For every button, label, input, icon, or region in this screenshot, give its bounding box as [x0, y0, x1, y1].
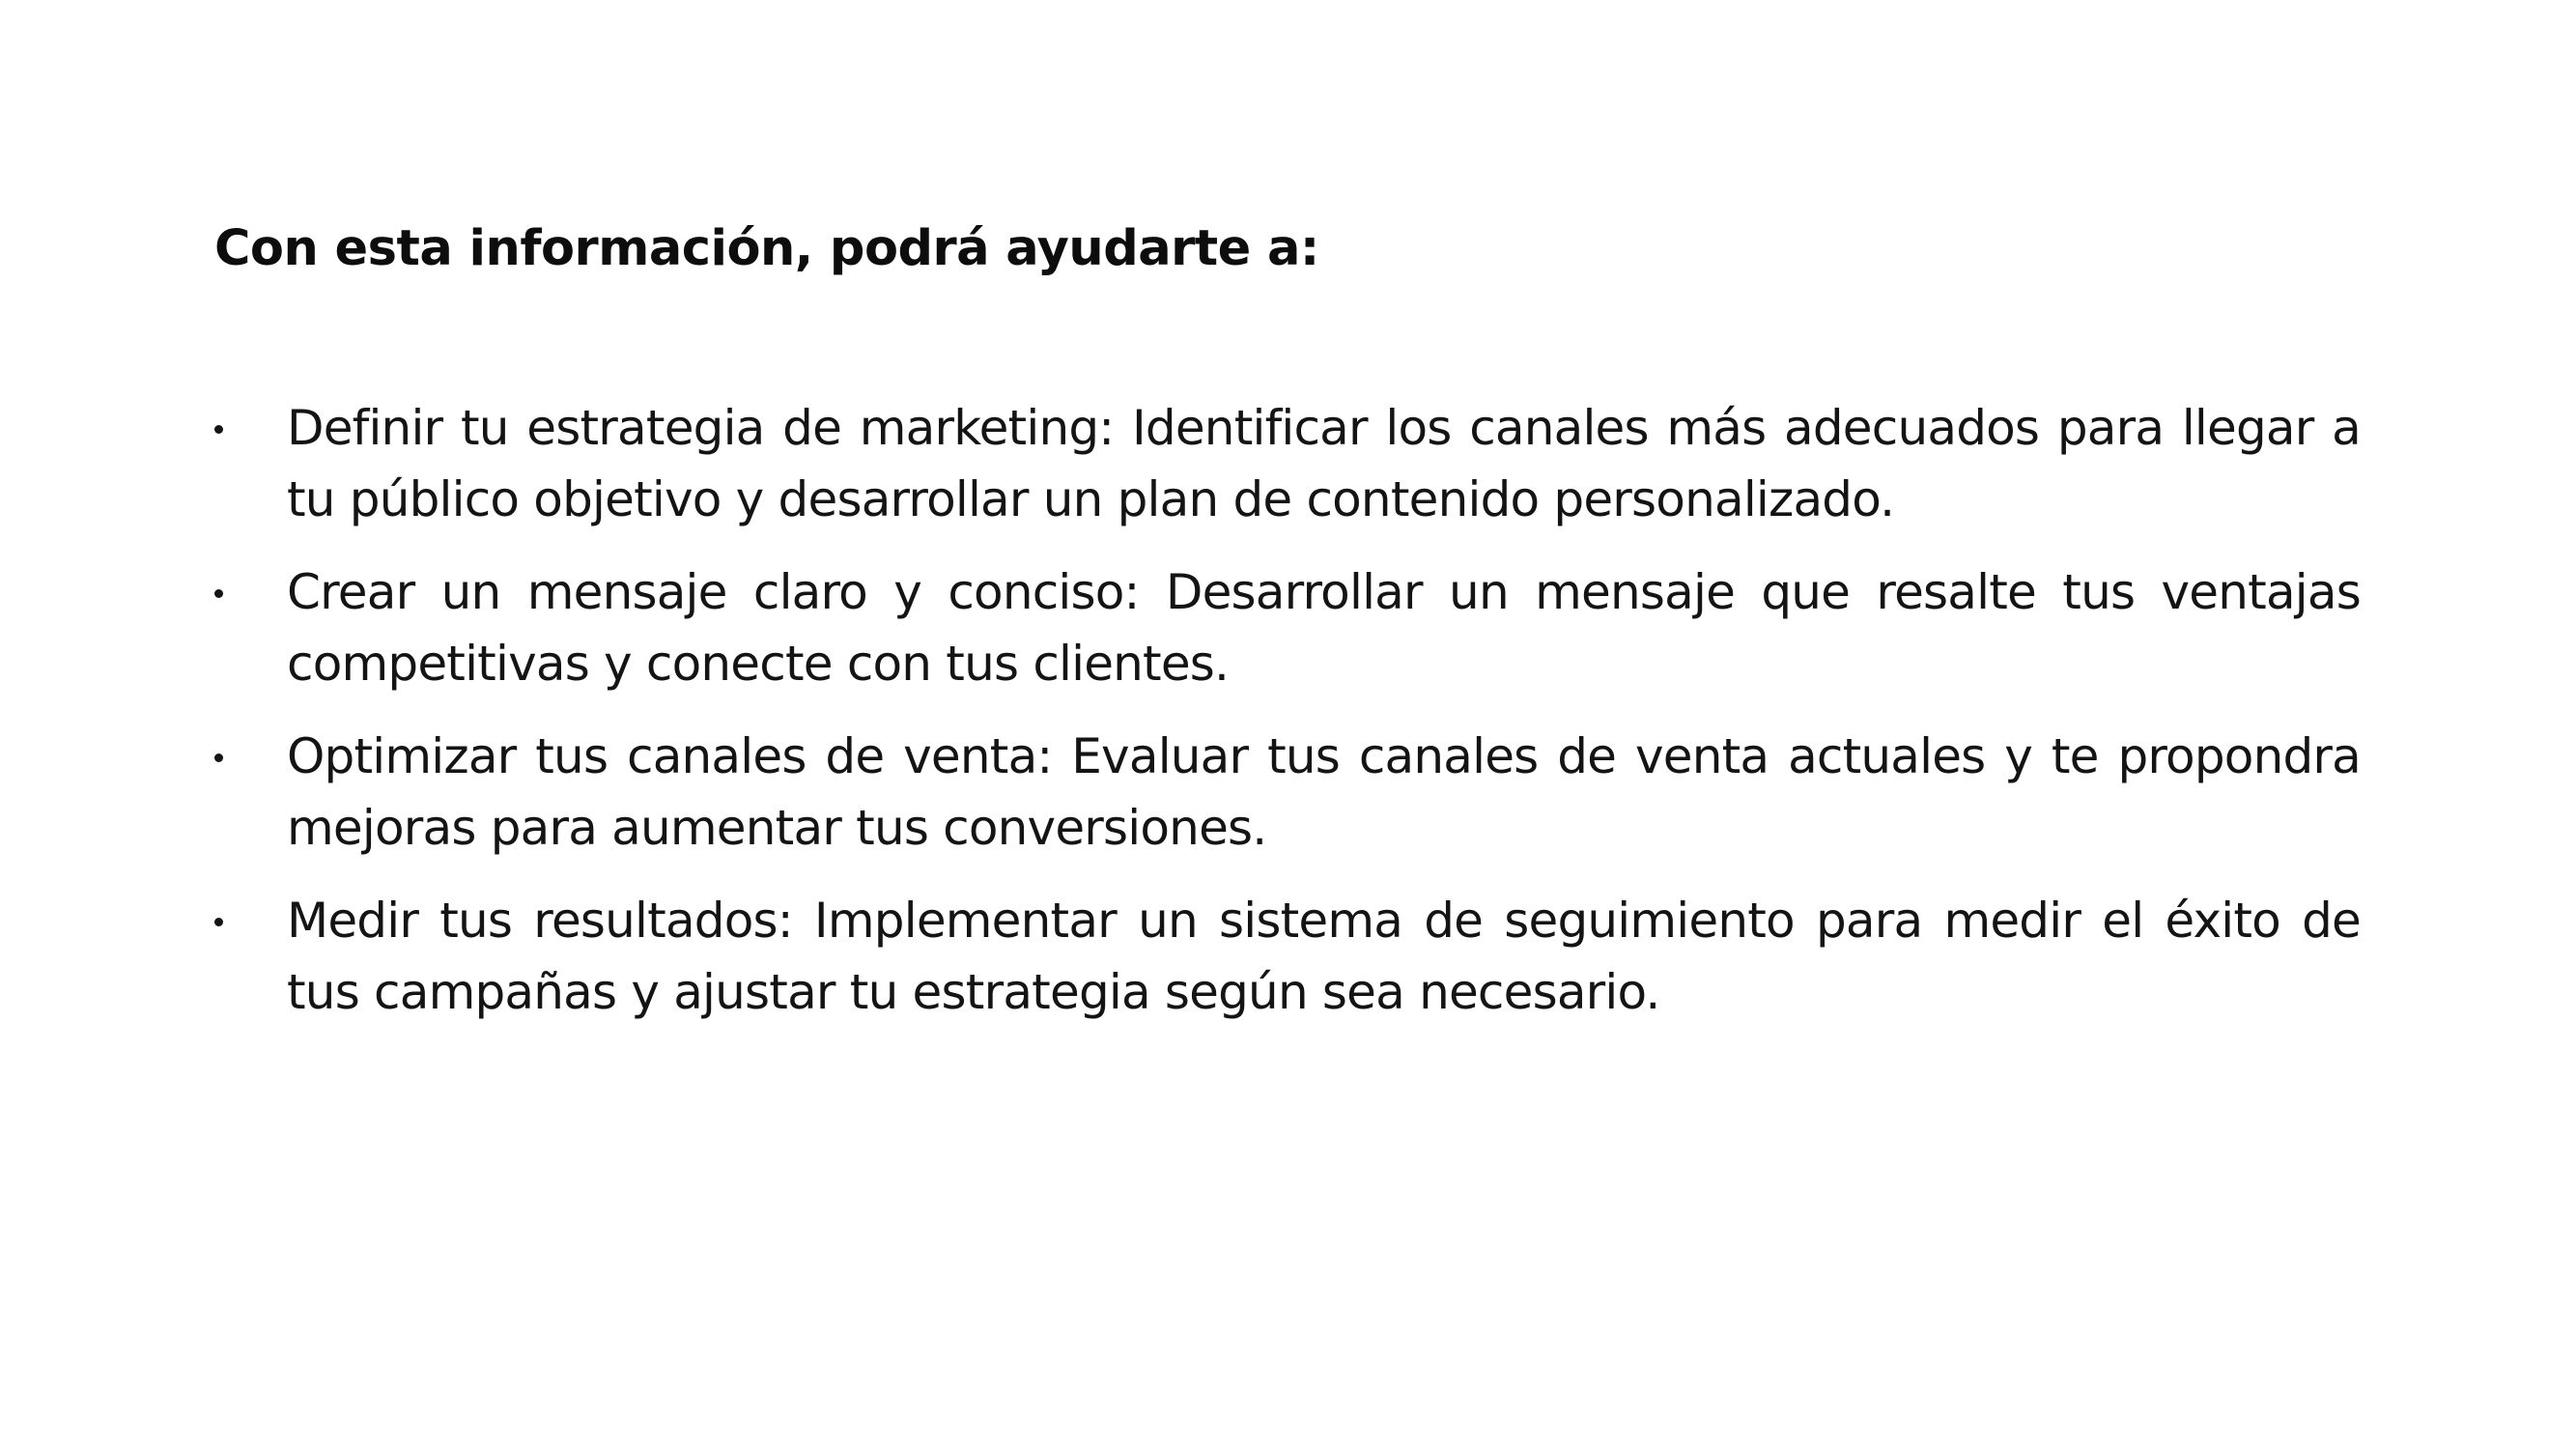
bullet-item-sales-channels — [214, 721, 2361, 864]
bullet-item-marketing-strategy — [214, 392, 2361, 535]
bullet-dot-icon — [214, 425, 223, 434]
bullet-dot-icon — [214, 753, 223, 762]
bullet-text: Medir tus resultados: Implementar un sistema de seguimiento para medir el éxito de tus campañas y ajustar tu estrategia según sea necesario. — [287, 893, 2361, 1020]
bullet-dot-icon — [214, 589, 223, 598]
slide-heading: Con esta información, podrá ayudarte a: — [214, 220, 1319, 277]
bullet-text: Optimizar tus canales de venta: Evaluar tus canales de venta actuales y te propondra mejoras para aumentar tus conversiones. — [287, 728, 2361, 856]
bullet-text: Crear un mensaje claro y conciso: Desarrollar un mensaje que resalte tus ventajas competitivas y conecte con tus clientes. — [287, 564, 2361, 692]
bullet-item-clear-message — [214, 556, 2361, 699]
bullet-list — [214, 392, 2361, 1049]
bullet-text: Definir tu estrategia de marketing: Identificar los canales más adecuados para llegar a tu público objetivo y desarrollar un plan de contenido personalizado. — [287, 400, 2361, 527]
bullet-item-measure-results — [214, 885, 2361, 1028]
bullet-dot-icon — [214, 918, 223, 926]
